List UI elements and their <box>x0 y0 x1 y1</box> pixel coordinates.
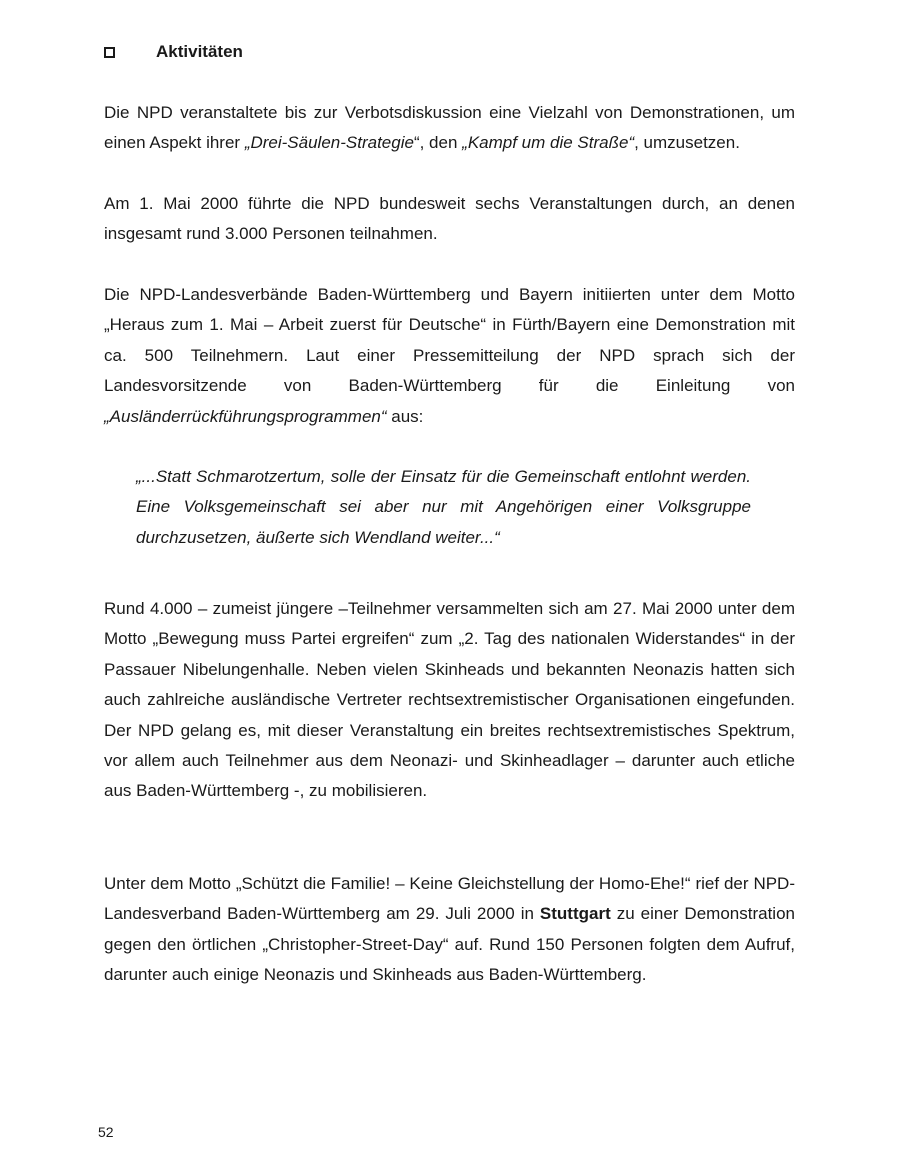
paragraph-3-emphasis: „Ausländerrückführungsprogrammen“ <box>104 406 387 426</box>
paragraph-5 <box>104 869 795 991</box>
paragraph-5-text-c: zu einer Demonstration gegen den örtlichen „Christopher-Street-Day“ auf. Rund 150 Personen folgten dem Aufruf, darunter auch einige Neonazis und Skinheads aus Baden-Württemberg. <box>104 904 795 985</box>
block-quote: „...Statt Schmarotzertum, solle der Einsatz für die Gemeinschaft entlohnt werden. Eine Volksgemeinschaft sei aber nur mit Angehörigen einer Volksgruppe durchzusetzen, äußerte sich Wendland weiter...“ <box>136 467 751 547</box>
section-heading <box>104 40 243 64</box>
paragraph-4: Rund 4.000 – zumeist jüngere –Teilnehmer versammelten sich am 27. Mai 2000 unter dem Motto „Bewegung muss Partei ergreifen“ zum „2. Tag des nationalen Widerstandes“ in der Passauer Nibelungenhalle. Neben vielen Skinheads und bekannten Neonazis hatten sich auch zahlreiche ausländische Vertreter rechtsextremistischer Organisationen eingefunden. Der NPD gelang es, mit dieser Veranstaltung ein breites rechtsextremistisches Spektrum, vor allem auch Teilnehmer aus dem Neonazi- und Skinheadlager – darunter auch etliche aus Baden-Württemberg -, zu mobilisieren. <box>104 599 795 801</box>
page-number: 52 <box>98 1124 114 1140</box>
paragraph-3-text-c: aus: <box>386 406 424 426</box>
paragraph-1-emphasis-kampf: „Kampf um die Straße“ <box>462 133 635 153</box>
paragraph-5-text-a: Unter dem Motto „Schützt die Familie! – Keine Gleichstellung der Homo-Ehe!“ rief der NPD-Landesverband Baden-Württemberg am 29. Juli 2000 in <box>104 874 795 924</box>
paragraph-3 <box>104 280 795 432</box>
paragraph-1 <box>104 98 795 159</box>
section-title: Aktivitäten <box>156 42 243 61</box>
paragraph-3-text-a: Die NPD-Landesverbände Baden-Württemberg und Bayern initiierten unter dem Motto „Heraus zum 1. Mai – Arbeit zuerst für Deutsche“ in Fürth/Bayern eine Demonstration mit ca. 500 Teilnehmern. Laut einer Pressemitteilung der NPD sprach sich der Landesvorsitzende von Baden-Württemberg für die Einleitung von <box>104 285 795 396</box>
paragraph-1-text-c: “, den <box>413 133 463 153</box>
paragraph-1-text-e: , umzusetzen. <box>634 133 740 153</box>
paragraph-2: Am 1. Mai 2000 führte die NPD bundesweit sechs Veranstaltungen durch, an denen insgesamt rund 3.000 Personen teilnahmen. <box>104 194 795 244</box>
paragraph-1-emphasis-strategy: „Drei-Säulen-Strategie <box>244 133 414 153</box>
checkbox-bullet-icon <box>104 47 115 58</box>
paragraph-1-text-a: Die NPD veranstaltete bis zur Verbotsdiskussion eine Vielzahl von Demonstrationen, um einen Aspekt ihrer <box>104 103 795 153</box>
paragraph-5-bold-city: Stuttgart <box>539 904 611 924</box>
